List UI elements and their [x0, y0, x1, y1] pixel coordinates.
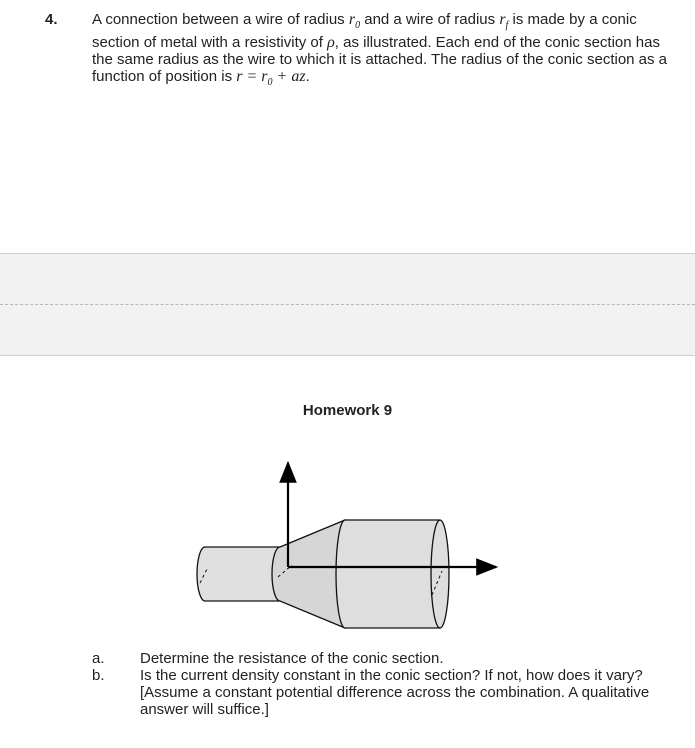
rho-symbol: ρ	[327, 34, 335, 52]
problem-statement: A connection between a wire of radius $r_0$ and a wire of radius $r_f$ is made by a conic section of metal with a resistivity of ρ, as illustrated. Each end of the conic section has the same radius as the wire to which it is attached. The radius of the conic section as a function of position is $r = r_0$ + az.	[92, 11, 668, 89]
conic-section-diagram	[180, 455, 510, 635]
part-text: Determine the resistance of the conic section.	[140, 650, 444, 667]
radius-equation: $r = r_0$ + az	[236, 68, 306, 89]
part-text: Is the current density constant in the conic section? If not, how does it vary? [Assume a constant potential difference across the combination. A qualitative answer will suffice.]	[140, 667, 650, 718]
conic-section	[272, 520, 345, 628]
part-a	[92, 650, 672, 667]
question-parts	[92, 650, 672, 718]
problem-number: 4.	[45, 11, 58, 28]
part-label: a.	[92, 650, 105, 667]
large-wire	[336, 520, 449, 628]
page-break	[0, 253, 695, 356]
part-b	[92, 667, 672, 718]
rf-symbol: $r_f$	[499, 11, 509, 32]
page-header-title: Homework 9	[302, 402, 393, 419]
page-break-dashed-line	[0, 304, 695, 305]
r0-symbol: $r_0$	[348, 11, 361, 32]
part-label: b.	[92, 667, 105, 684]
